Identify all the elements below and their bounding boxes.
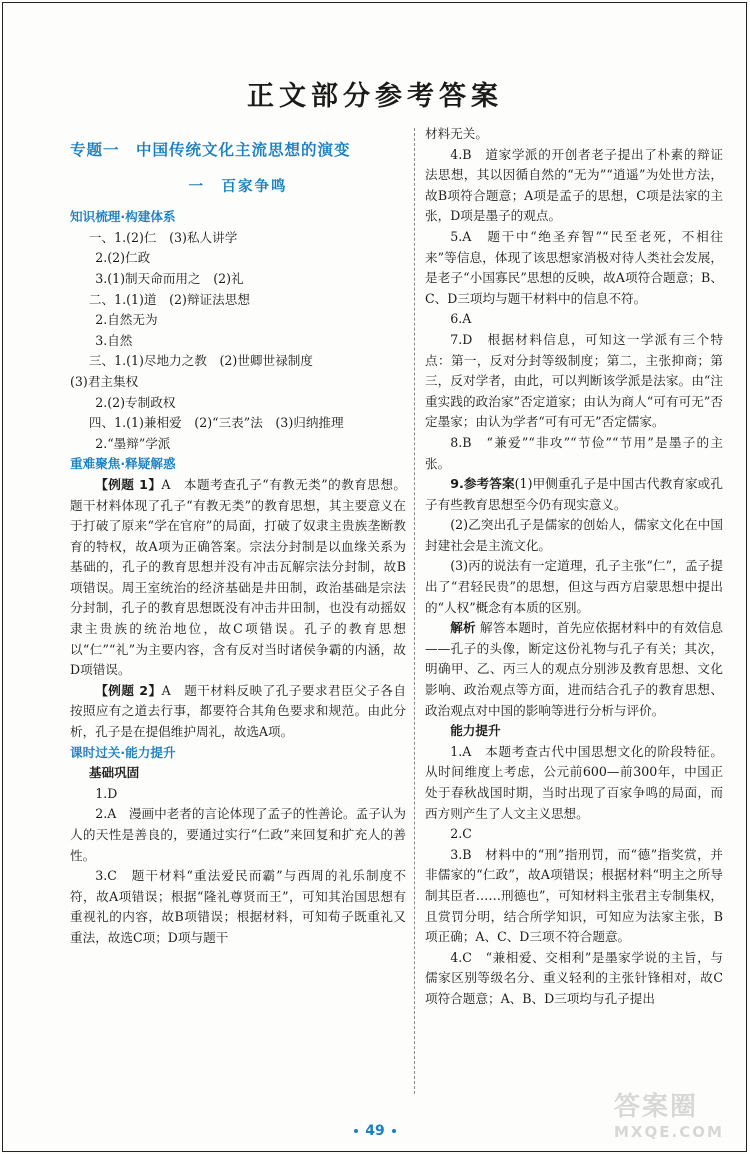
answer-item: 2.C: [450, 826, 472, 842]
answer-item: 材料无关。: [425, 126, 488, 141]
answer-item: 8.B “兼爱”“非攻”“节俭”“节用”是墨子的主张。: [425, 434, 723, 471]
subheading-practice: 课时过关·能力提升: [70, 744, 176, 760]
subheading-basic: 基础巩固: [88, 765, 140, 781]
answer-item: 4.B 道家学派的开创者老子提出了朴素的辩证法思想，其以因循自然的“无为”“逍遥”为处世方法，故B项符合题意；A项是孟子的思想，C项是法家的主张，D项是墨子的观点。: [425, 146, 723, 224]
answer-item: 2.A 漫画中老者的言论体现了孟子的性善论。孟子认为人的天性是善良的，要通过实行“仁政”来回复和扩充人的善性。: [70, 806, 406, 863]
example-2: [70, 681, 406, 743]
answer-line: 一、1.(2)仁 (3)私人讲学: [88, 229, 238, 245]
subheading-focus: 重难聚焦·释疑解惑: [70, 456, 176, 472]
answer-line: 2.“墨辩”学派: [95, 435, 171, 451]
answer-item: 3.C 题干材料“重法爱民而霸”与西周的礼乐制度不符，故A项错误；根据“隆礼尊贤而王”，可知其治国思想有重视礼的内容，故B项错误；根据材料，可知荀子既重礼又重法，故选C项；D项与题干: [70, 868, 406, 945]
answer-item: 7.D 根据材料信息，可知这一学派有三个特点：第一，反对分封等级制度；第二，主张抑商；第三，反对学者，由此，可以判断该学派是法家。由“注重实践的政治家”否定道家；由认为商人“可有可无”否定墨家；由认为学者“可有可无”否定儒家。: [425, 331, 723, 430]
answer-item: 4.C “兼相爱、交相利”是墨家学说的主旨，与儒家区别等级名分、重义轻利的主张针锋相对，故C项符合题意；A、B、D三项均与孔子提出: [425, 949, 723, 1006]
example-1: [70, 475, 406, 681]
subheading-knowledge: 知识梳理·构建体系: [70, 209, 176, 225]
answer-item: 5.A 题干中“绝圣弃智”“民至老死，不相往来”等信息，体现了该思想家消极对待人类社会发展，是老子“小国寡民”思想的反映，故A项符合题意；B、C、D三项均与题干材料中的信息不符。: [425, 228, 723, 306]
answer-item: 3.B 材料中的“刑”指刑罚，而“德”指奖赏，并非儒家的“仁政”，故A项错误；根据材料“明主之所导制其臣者……刑德也”，可知材料主张君主专制集权，且赏罚分明，结合所学知识，可知应为法家主张，B项正确；A、C、D三项不符合题意。: [425, 846, 723, 945]
answer-line: 2.自然无为: [95, 312, 158, 328]
answer-item: 1.A 本题考查古代中国思想文化的阶段特征。从时间维度上考虑，公元前600—前300年，中国正处于春秋战国时期，当时出现了百家争鸣的局面，而西方则产生了人文主义思想。: [425, 743, 723, 821]
watermark-logo: 答案圈 MXQE.COM: [614, 1092, 724, 1141]
reference-answer-label: 9.参考答案: [450, 476, 515, 492]
answer-item: 6.A: [450, 311, 472, 327]
chapter-heading: 专题一 中国传统文化主流思想的演变: [70, 141, 351, 159]
page-number: 49: [0, 1123, 750, 1139]
answer-line: 二、1.(1)道 (2)辩证法思想: [88, 291, 250, 307]
analysis: 解析 解答本题时，首先应依据材料中的有效信息——孔子的头像，断定这份礼物与孔子有关；其次，明确甲、乙、丙三人的观点分别涉及教育思想、文化影响、政治观点等方面，进而结合孔子的教育思想、政治观点对中国的影响等进行分析与评价。: [425, 620, 724, 718]
answer-line: 3.自然: [95, 332, 133, 348]
analysis-label: 解析: [450, 620, 476, 636]
answer-item: 1.D: [95, 785, 118, 801]
answer-item-9: 9.参考答案(1)甲侧重孔子是中国古代教育家或孔子有些教育思想至今仍有现实意义。: [425, 476, 723, 512]
section-heading: 一 百家争鸣: [188, 178, 288, 195]
answer-line: 三、1.(1)尽地力之教 (2)世卿世禄制度: [88, 353, 313, 369]
example-2-text: A 题干材料反映了孔子要求君臣父子各自按照应有之道去行事，都要符合其角色要求和规范。由此分析，孔子是在提倡维护周礼，故选A项。: [70, 682, 406, 740]
answer-line: 四、1.(1)兼相爱 (2)“三表”法 (3)归纳推理: [88, 415, 344, 431]
right-column: [425, 124, 723, 1010]
answer-line: 2.(2)仁政: [95, 250, 151, 266]
left-column: [70, 140, 406, 949]
subheading-ability: 能力提升: [450, 723, 501, 739]
dot-icon: [392, 1129, 396, 1133]
example-2-label: 【例题 2】: [95, 682, 162, 698]
answer-item: (3)丙的说法有一定道理，孔子主张“仁”，孟子提出了“君轻民贵”的思想，但这与西方启蒙思想中提出的“人权”概念有本质的区别。: [425, 558, 723, 615]
column-divider: [414, 128, 415, 1094]
dot-icon: [354, 1129, 358, 1133]
answer-item: (2)乙突出孔子是儒家的创始人，儒家文化在中国封建社会是主流文化。: [425, 517, 723, 553]
example-1-label: 【例题 1】: [95, 476, 162, 492]
page-title: 正文部分参考答案: [247, 81, 503, 112]
example-1-text: A 本题考查孔子“有教无类”的教育思想。题干材料体现了孔子“有教无类”的教育思想，其主要意义在于打破了原来“学在官府”的局面，打破了奴隶主贵族垄断教育的特权，故A项为正确答案。宗法分封制是以血缘关系为基础的，孔子的教育思想并没有冲击瓦解宗法分封制，故B项错误。周王室统治的经济基础是井田制，政治基础是宗法分封制，孔子的教育思想既没有冲击井田制，也没有动摇奴隶主贵族的统治地位，故C项错误。孔子的教育思想以“仁”“礼”为主要内容，含有反对当时诸侯争霸的内涵，故D项错误。: [70, 476, 406, 678]
answer-line: (3)君主集权: [70, 373, 139, 389]
answer-line: 2.(2)专制政权: [95, 394, 176, 410]
answer-line: 3.(1)制天命而用之 (2)礼: [95, 270, 244, 286]
